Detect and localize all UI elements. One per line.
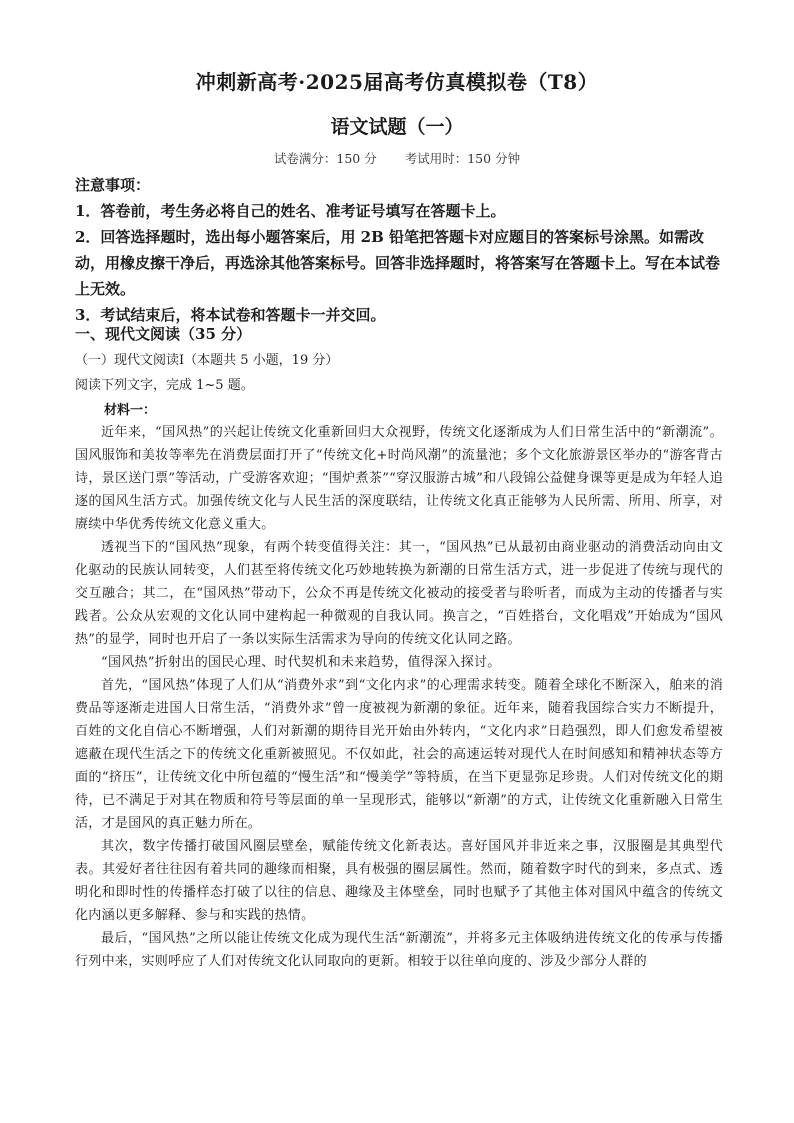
passage-paragraph: 最后，“国风热”之所以能让传统文化成为现代生活“新潮流”，并将多元主体吸纳进传统文化的传承与传播行列中来，实则呼应了人们对传统文化认同取向的更新。相较于以往单向度的、涉及少部分人群的	[75, 931, 723, 969]
passage-paragraph: 透视当下的“国风热”现象，有两个转变值得关注：其一，“国风热”已从最初由商业驱动的消费活动向由文化驱动的民族认同转变，人们甚至将传统文化巧妙地转换为新潮的日常生活方式，进一步促进了传统与现代的交互融合；其二，在“国风热”带动下，公众不再是传统文化被动的接受者与聆听者，而成为主动的传播者与实践者。公众从宏观的文化认同中建构起一种微观的自我认同。换言之，“百姓搭台，文化唱戏”开始成为“国风热”的显学，同时也开启了一条以实际生活需求为导向的传统文化认同之路。	[75, 540, 723, 647]
time-limit: 考试用时：150 分钟	[404, 151, 521, 166]
passage-paragraph: “国风热”折射出的国民心理、时代契机和未来趋势，值得深入探讨。	[101, 655, 501, 670]
exam-title: 冲刺新高考·2025届高考仿真模拟卷（T8）	[195, 70, 599, 94]
reading-instruction: 阅读下列文字，完成 1~5 题。	[75, 378, 254, 393]
notice-item: 2．回答选择题时，选出每小题答案后，用 2B 铅笔把答题卡对应题目的答案标号涂黑。如需改动，用橡皮擦干净后，再选涂其他答案标号。回答非选择题时，将答案写在答题卡上。写在本试卷上无效。	[75, 228, 721, 298]
full-score: 试卷满分：150 分	[273, 151, 377, 166]
material-label: 材料一：	[104, 403, 157, 418]
subsection-heading: （一）现代文阅读Ⅰ（本题共 5 小题，19 分）	[75, 353, 339, 368]
exam-subtitle: 语文试题（一）	[330, 116, 464, 138]
reading-passage	[75, 421, 723, 973]
passage-paragraph: 近年来，“国风热”的兴起让传统文化重新回归大众视野，传统文化逐渐成为人们日常生活中的“新潮流”。国风服饰和美妆等率先在消费层面打开了“传统文化+时尚风潮”的流量池；多个文化旅游景区举办的“游客背古诗，景区送门票”等活动，广受游客欢迎；“围炉煮茶”“穿汉服游古城”和八段锦公益健身课等更是成为年轻人追逐的国风生活方式。加强传统文化与人民生活的深度联结，让传统文化真正能够为人民所需、所用、所享，对赓续中华优秀传统文化意义重大。	[75, 425, 723, 532]
passage-paragraph: 其次，数字传播打破国风圈层壁垒，赋能传统文化新表达。喜好国风并非近来之事，汉服圈是其典型代表。其爱好者往往因有着共同的趣缘而相聚，具有极强的圈层属性。然而，随着数字时代的到来，多点式、透明化和即时性的传播样态打破了以往的信息、趣缘及主体壁垒，同时也赋予了其他主体对国风中蕴含的传统文化内涵以更多解释、参与和实践的热情。	[75, 839, 723, 923]
exam-info	[0, 149, 794, 167]
notice-item: 3．考试结束后，将本试卷和答题卡一并交回。	[75, 306, 386, 324]
section-heading: 一、现代文阅读（35 分）	[75, 325, 252, 343]
notice-item: 1．答卷前，考生务必将自己的姓名、准考证号填写在答题卡上。	[75, 202, 506, 220]
notice-block	[75, 172, 723, 328]
notice-heading: 注意事项：	[75, 176, 151, 194]
passage-paragraph: 首先，“国风热”体现了人们从“消费外求”到“文化内求”的心理需求转变。随着全球化不断深入，舶来的消费品等逐渐走进国人日常生活，“消费外求”曾一度被视为新潮的象征。近年来，随着我国综合实力不断提升，百姓的文化自信心不断增强，人们对新潮的期待目光开始由外转内，“文化内求”日趋强烈，即人们愈发希望被遮蔽在现代生活之下的传统文化重新被照见。不仅如此，社会的高速运转对现代人在时间感知和精神状态等方面的“挤压”，让传统文化中所包蕴的“慢生活”和“慢美学”等特质，在当下更显弥足珍贵。人们对传统文化的期待，已不满足于对其在物质和符号等层面的单一呈现形式，能够以“新潮”的方式，让传统文化重新融入日常生活，才是国风的真正魅力所在。	[75, 678, 723, 831]
